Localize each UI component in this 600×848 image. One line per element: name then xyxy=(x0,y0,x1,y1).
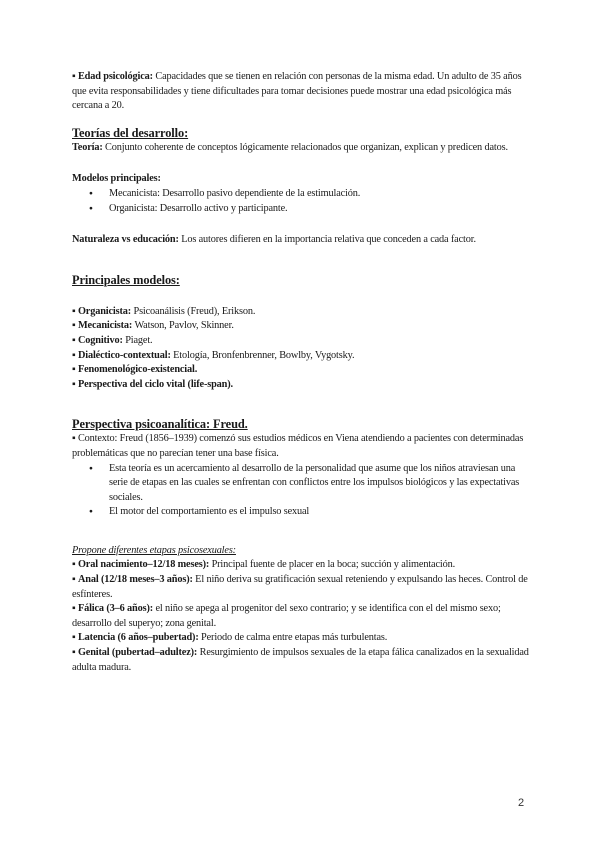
definition: Piaget. xyxy=(122,334,153,346)
list-item xyxy=(72,646,530,675)
term: Mecanicista: xyxy=(77,320,133,332)
definition: Psicoanálisis (Freud), Erikson. xyxy=(131,305,256,317)
definition: Conjunto coherente de conceptos lógicamente relacionados que organizan, explican y predicen datos. xyxy=(102,141,508,153)
bullet: ▪ xyxy=(72,378,76,390)
definition: Los autores difieren en la importancia relativa que conceden a cada factor. xyxy=(178,234,476,246)
bullet: ▪ xyxy=(72,574,76,586)
definition: Capacidades que se tienen en relación con personas de la misma edad. Un adulto de 35 años que evita responsabilidades y tiene dificultades para tomar decisiones puede mostrar una edad psicológica más cercana a 20. xyxy=(72,71,522,112)
teoria-paragraph xyxy=(72,141,530,156)
freud-points-list xyxy=(72,462,530,520)
term: Fálica (3–6 años): xyxy=(77,603,154,615)
list-item xyxy=(72,573,530,602)
term: Organicista: xyxy=(77,305,132,317)
bullet: ▪ xyxy=(72,603,76,615)
subheading-text: Modelos principales: xyxy=(72,173,161,185)
principales-list xyxy=(72,305,530,393)
term: Teoría: xyxy=(72,141,103,153)
list-item: ● El motor del comportamiento es el impulso sexual xyxy=(72,505,530,520)
list-item xyxy=(72,602,530,631)
term: Perspectiva del ciclo vital (life-span). xyxy=(77,378,233,390)
bullet: ▪ xyxy=(72,305,76,317)
term: Fenomenológico-existencial. xyxy=(77,364,198,376)
bullet: ▪ xyxy=(72,364,76,376)
list-item xyxy=(72,631,530,646)
term: Anal (12/18 meses–3 años): xyxy=(77,574,193,586)
bullet: ▪ xyxy=(72,71,76,82)
list-item xyxy=(72,349,530,364)
term: Genital (pubertad–adultez): xyxy=(77,647,198,659)
section-heading-principales: Principales modelos: xyxy=(72,272,180,287)
term: Dialéctico-contextual: xyxy=(77,349,171,361)
definition: Principal fuente de placer en la boca; succión y alimentación. xyxy=(209,559,456,571)
list-item: ● Organicista: Desarrollo activo y participante. xyxy=(72,202,530,217)
definition: El niño deriva su gratificación sexual reteniendo y expulsando las heces. Control de esfínteres. xyxy=(72,574,528,600)
page-number: 2 xyxy=(518,797,524,809)
section-heading-freud: Perspectiva psicoanalítica: Freud. xyxy=(72,417,248,432)
contexto-text: Contexto: Freud (1856–1939) comenzó sus estudios médicos en Viena atendiendo a pacientes con determinadas problemáticas que no parecían tener una base física. xyxy=(72,433,524,459)
definition: Watson, Pavlov, Skinner. xyxy=(132,320,234,332)
contexto-paragraph xyxy=(72,432,530,461)
list-item: ● Mecanicista: Desarrollo pasivo dependiente de la estimulación. xyxy=(72,187,530,202)
bullet: ▪ xyxy=(72,334,76,346)
modelos-subheading xyxy=(72,172,530,187)
bullet: ▪ xyxy=(72,320,76,332)
naturaleza-paragraph xyxy=(72,233,530,248)
term: Oral nacimiento–12/18 meses): xyxy=(77,559,210,571)
bullet: ▪ xyxy=(72,647,76,659)
bullet: ▪ xyxy=(72,632,76,644)
list-item xyxy=(72,558,530,573)
etapas-subheading xyxy=(72,544,530,559)
term: Latencia (6 años–pubertad): xyxy=(77,632,199,644)
term: Edad psicológica: xyxy=(77,71,153,82)
subheading-text: Propone diferentes etapas psicosexuales: xyxy=(72,544,236,556)
term: Cognitivo: xyxy=(77,334,123,346)
definition: Resurgimiento de impulsos sexuales de la etapa fálica canalizados en la sexualidad adulta madura. xyxy=(72,647,529,673)
definition: Periodo de calma entre etapas más turbulentas. xyxy=(198,632,388,644)
definition: el niño se apega al progenitor del sexo contrario; y se identifica con el del mismo sexo; desarrollo del superyo; zona genital. xyxy=(72,603,501,629)
list-item xyxy=(72,334,530,349)
list-item xyxy=(72,378,530,393)
bullet: ▪ xyxy=(72,559,76,571)
bullet: ▪ xyxy=(72,349,76,361)
term: Naturaleza vs educación: xyxy=(72,234,179,246)
list-item: ● Esta teoría es un acercamiento al desarrollo de la personalidad que asume que los niños atraviesan una serie de etapas en las cuales se enfrentan con conflictos entre los impulsos biológicos y las expectativas sociales. xyxy=(72,462,530,506)
section-heading-teorias: Teorías del desarrollo: xyxy=(72,125,189,140)
bullet: ▪ xyxy=(72,433,76,445)
modelos-list xyxy=(72,187,530,216)
etapas-list xyxy=(72,558,530,675)
edad-psicologica-paragraph xyxy=(72,70,530,114)
list-item xyxy=(72,363,530,378)
document-page xyxy=(72,70,530,675)
list-item xyxy=(72,305,530,320)
list-item xyxy=(72,319,530,334)
definition: Etología, Bronfenbrenner, Bowlby, Vygotsky. xyxy=(170,349,355,361)
